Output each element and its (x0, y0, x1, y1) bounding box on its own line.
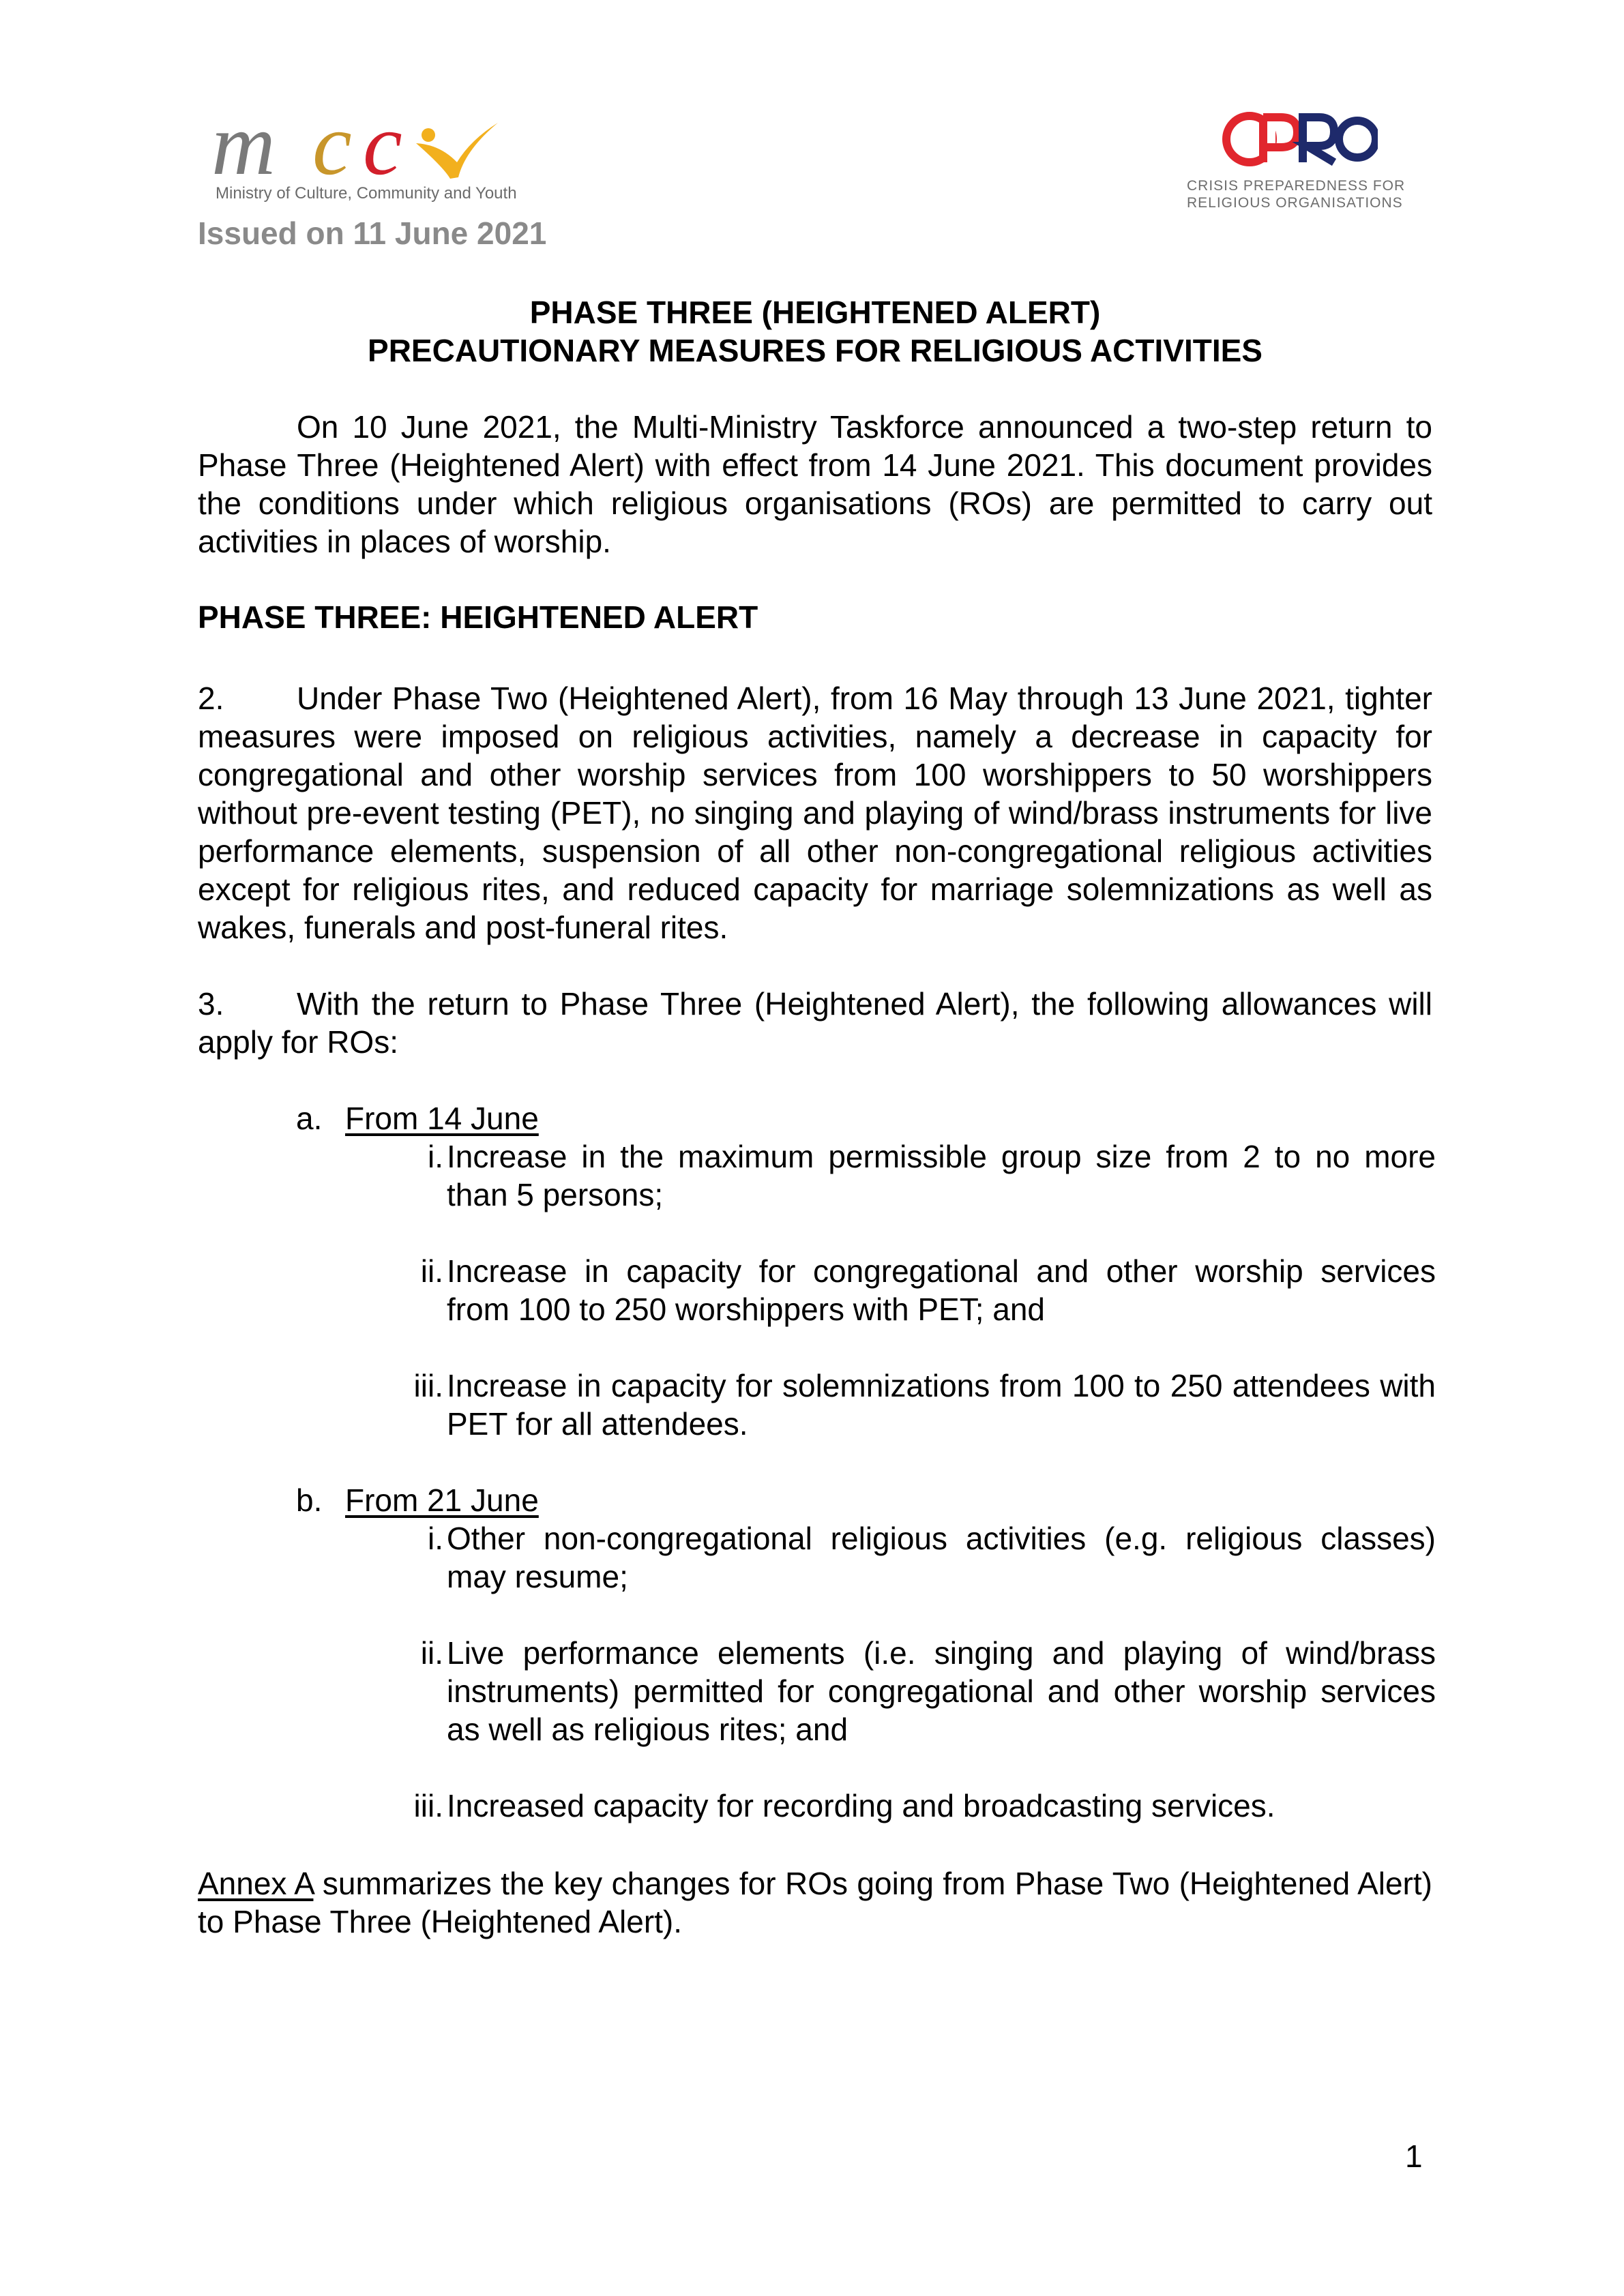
svg-text:c: c (363, 102, 398, 184)
mccy-logo (211, 102, 552, 205)
group-b-letter: b. (296, 1482, 323, 1518)
group-b-item-1-text: Other non-congregational religious activities (e.g. religious classes) may resume; (447, 1521, 1436, 1594)
cpro-tagline-line2: RELIGIOUS ORGANISATIONS (1187, 195, 1403, 211)
group-b-date: From 21 June (345, 1482, 539, 1518)
svg-text:c: c (312, 102, 348, 184)
mccy-logo-mark (211, 102, 525, 184)
title-line-1: PHASE THREE (HEIGHTENED ALERT) (529, 295, 1101, 330)
group-b-label (296, 1481, 539, 1519)
group-a-item-3-text: Increase in capacity for solemnizations from 100 to 250 attendees with PET for all attendees. (447, 1368, 1436, 1442)
paragraph-3-number: 3. (198, 986, 224, 1022)
group-a-item-2-text: Increase in capacity for congregational and other worship services from 100 to 250 worshippers with PET; and (447, 1253, 1436, 1327)
group-b-item-2-numeral: ii. (420, 1635, 443, 1671)
annex-link[interactable]: Annex A (198, 1866, 314, 1901)
page-number: 1 (1405, 2138, 1423, 2174)
paragraph-2 (198, 679, 1432, 946)
paragraph-3 (198, 985, 1432, 1061)
paragraph-2-number: 2. (198, 681, 224, 716)
group-b-item-1-numeral: i. (428, 1521, 443, 1556)
mccy-caption: Ministry of Culture, Community and Youth (216, 184, 517, 203)
cpro-tagline (1187, 177, 1412, 211)
group-a-item-1-numeral: i. (428, 1139, 443, 1174)
group-a-letter: a. (296, 1101, 323, 1136)
group-a-item-1-text: Increase in the maximum permissible group size from 2 to no more than 5 persons; (447, 1139, 1436, 1212)
group-a-item-3-numeral: iii. (413, 1368, 443, 1403)
group-b-item-3-numeral: iii. (413, 1788, 443, 1823)
cpro-tagline-line1: CRISIS PREPAREDNESS FOR (1187, 178, 1406, 194)
annex-text: summarizes the key changes for ROs going from Phase Two (Heightened Alert) to Phase Three (Heightened Alert). (198, 1866, 1432, 1939)
section-heading: PHASE THREE: HEIGHTENED ALERT (198, 599, 758, 635)
svg-text:m: m (211, 102, 271, 184)
group-a-label (296, 1099, 539, 1137)
intro-text: On 10 June 2021, the Multi-Ministry Taskforce announced a two-step return to Phase Three (Heightened Alert) with effect from 14 June 2021. This document provides the conditions under which religious organisations (ROs) are permitted to carry out activities in places of worship. (198, 409, 1432, 559)
cpro-logo-mark (1221, 109, 1378, 170)
group-b-item-3-text: Increased capacity for recording and broadcasting services. (447, 1788, 1275, 1823)
group-b-item-2-text: Live performance elements (i.e. singing and playing of wind/brass instruments) permitted for congregational and other worship services as well as religious rites; and (447, 1635, 1436, 1747)
group-a-date: From 14 June (345, 1101, 539, 1136)
annex-paragraph (198, 1864, 1432, 1941)
issued-date: Issued on 11 June 2021 (198, 215, 547, 251)
cpro-logo (1187, 109, 1412, 218)
group-a-item-2-numeral: ii. (420, 1253, 443, 1289)
title-line-2: PRECAUTIONARY MEASURES FOR RELIGIOUS ACTIVITIES (368, 333, 1263, 368)
paragraph-2-text: Under Phase Two (Heightened Alert), from 16 May through 13 June 2021, tighter measures were imposed on religious activities, namely a decrease in capacity for congregational and other worship services from 100 worshippers to 50 worshippers without pre-event testing (PET), no singing and playing of wind/brass instruments for live performance elements, suspension of all other non-congregational religious activities except for religious rites, and reduced capacity for marriage solemnizations as well as wakes, funerals and post-funeral rites. (198, 681, 1432, 945)
intro-paragraph (198, 408, 1432, 561)
paragraph-3-text: With the return to Phase Three (Heightened Alert), the following allowances will apply for ROs: (198, 986, 1432, 1060)
